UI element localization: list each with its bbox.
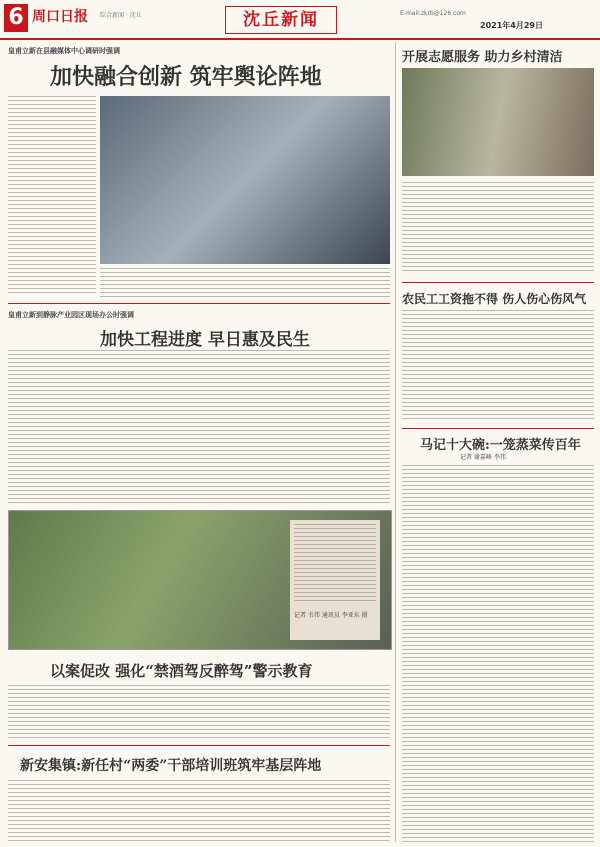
article-4-title: 新安集镇:新任村“两委”干部培训班筑牢基层阵地 <box>20 758 322 774</box>
meta-left: 综合新闻 · 沈丘 <box>100 12 142 19</box>
article-4-body <box>8 780 390 842</box>
photo-caption-box <box>290 520 380 640</box>
paper-name: 周口日报 <box>32 9 88 25</box>
article-1-kicker: 皇甫立新在县融媒体中心调研时强调 <box>8 47 120 55</box>
article-5-body <box>402 182 594 274</box>
article-7-body <box>402 465 594 842</box>
photo-caption: 记者 韦伟 通讯员 李亚东 摄 <box>294 612 368 619</box>
divider <box>8 303 390 304</box>
article-7-byline: 记者 谢嘉峰 李伟 <box>460 454 506 461</box>
article-6-title: 农民工工资拖不得 伤人伤心伤风气 <box>402 292 587 306</box>
article-3-body <box>8 685 390 740</box>
divider <box>8 745 390 746</box>
article-5-photo <box>402 68 594 176</box>
divider <box>402 428 594 429</box>
article-7-title: 马记十大碗:一笼蒸菜传百年 <box>420 438 581 453</box>
section-title: 沈丘新闻 <box>225 6 337 34</box>
photo-caption-text <box>294 524 376 604</box>
page-number: 6 <box>4 4 28 32</box>
article-5-title: 开展志愿服务 助力乡村清洁 <box>402 50 563 65</box>
masthead <box>0 0 600 40</box>
article-1-body <box>8 96 96 296</box>
article-2-kicker: 皇甫立新到静脉产业园区现场办公时强调 <box>8 311 134 319</box>
issue-date: 2021年4月29日 <box>480 21 543 30</box>
article-1-title: 加快融合创新 筑牢舆论阵地 <box>50 64 322 90</box>
article-1-body-2 <box>100 268 390 298</box>
article-3-title: 以案促改 强化“禁酒驾反醉驾”警示教育 <box>50 662 313 680</box>
article-1-photo <box>100 96 390 264</box>
article-6-body <box>402 310 594 420</box>
divider <box>402 282 594 283</box>
article-2-body <box>8 350 390 505</box>
article-2-title: 加快工程进度 早日惠及民生 <box>100 330 310 350</box>
meta-right: E-mail:zkrb@126.com <box>400 10 466 17</box>
column-divider <box>395 42 396 842</box>
